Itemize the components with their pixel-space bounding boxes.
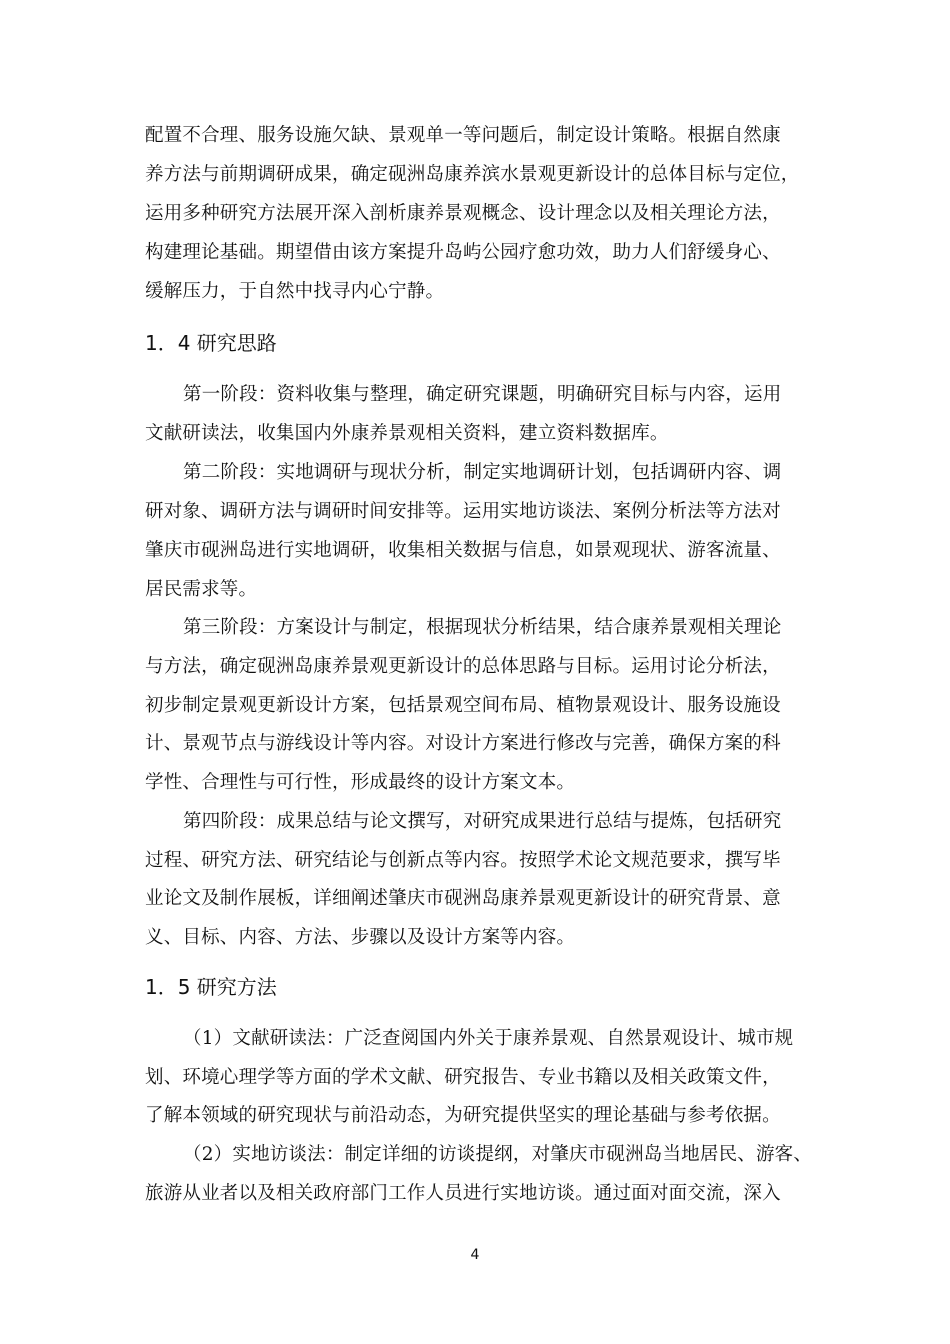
stage2-line: 居民需求等。 [145, 579, 258, 600]
stage3-line: 计、景观节点与游线设计等内容。对设计方案进行修改与完善，确保方案的科 [145, 733, 781, 754]
intro-line: 养方法与前期调研成果，确定砚洲岛康养滨水景观更新设计的总体目标与定位， [145, 164, 800, 185]
stage4-line: 第四阶段：成果总结与论文撰写，对研究成果进行总结与提炼，包括研究 [183, 811, 782, 832]
stage3-line: 学性、合理性与可行性，形成最终的设计方案文本。 [145, 772, 576, 793]
method2-line: 旅游从业者以及相关政府部门工作人员进行实地访谈。通过面对面交流，深入 [145, 1183, 781, 1204]
intro-line: 配置不合理、服务设施欠缺、景观单一等问题后，制定设计策略。根据自然康 [145, 125, 781, 146]
method2-line: （2）实地访谈法：制定详细的访谈提纲，对肇庆市砚洲岛当地居民、游客、 [183, 1144, 813, 1165]
stage4-line: 义、目标、内容、方法、步骤以及设计方案等内容。 [145, 927, 576, 948]
stage4-line: 过程、研究方法、研究结论与创新点等内容。按照学术论文规范要求，撰写毕 [145, 850, 781, 871]
intro-line: 缓解压力，于自然中找寻内心宁静。 [145, 281, 445, 302]
section-heading-1-5: 1．5 研究方法 [145, 975, 277, 999]
stage1-line: 第一阶段：资料收集与整理，确定研究课题，明确研究目标与内容，运用 [183, 384, 782, 405]
stage2-line: 第二阶段：实地调研与现状分析，制定实地调研计划，包括调研内容、调 [183, 462, 782, 483]
stage3-line: 第三阶段：方案设计与制定，根据现状分析结果，结合康养景观相关理论 [183, 617, 782, 638]
intro-line: 构建理论基础。期望借由该方案提升岛屿公园疗愈功效，助力人们舒缓身心、 [145, 242, 781, 263]
stage2-line: 研对象、调研方法与调研时间安排等。运用实地访谈法、案例分析法等方法对 [145, 501, 781, 522]
method1-line: 了解本领域的研究现状与前沿动态，为研究提供坚实的理论基础与参考依据。 [145, 1105, 781, 1126]
method1-line: 划、环境心理学等方面的学术文献、研究报告、专业书籍以及相关政策文件， [145, 1067, 781, 1088]
stage4-line: 业论文及制作展板，详细阐述肇庆市砚洲岛康养景观更新设计的研究背景、意 [145, 888, 781, 909]
intro-line: 运用多种研究方法展开深入剖析康养景观概念、设计理念以及相关理论方法， [145, 203, 781, 224]
stage3-line: 初步制定景观更新设计方案，包括景观空间布局、植物景观设计、服务设施设 [145, 695, 781, 716]
page-number: 4 [470, 1247, 480, 1263]
stage3-line: 与方法，确定砚洲岛康养景观更新设计的总体思路与目标。运用讨论分析法， [145, 656, 781, 677]
stage2-line: 肇庆市砚洲岛进行实地调研，收集相关数据与信息，如景观现状、游客流量、 [145, 540, 781, 561]
method1-line: （1）文献研读法：广泛查阅国内外关于康养景观、自然景观设计、城市规 [183, 1028, 794, 1049]
stage1-line: 文献研读法，收集国内外康养景观相关资料，建立资料数据库。 [145, 423, 669, 444]
section-heading-1-4: 1．4 研究思路 [145, 331, 277, 355]
